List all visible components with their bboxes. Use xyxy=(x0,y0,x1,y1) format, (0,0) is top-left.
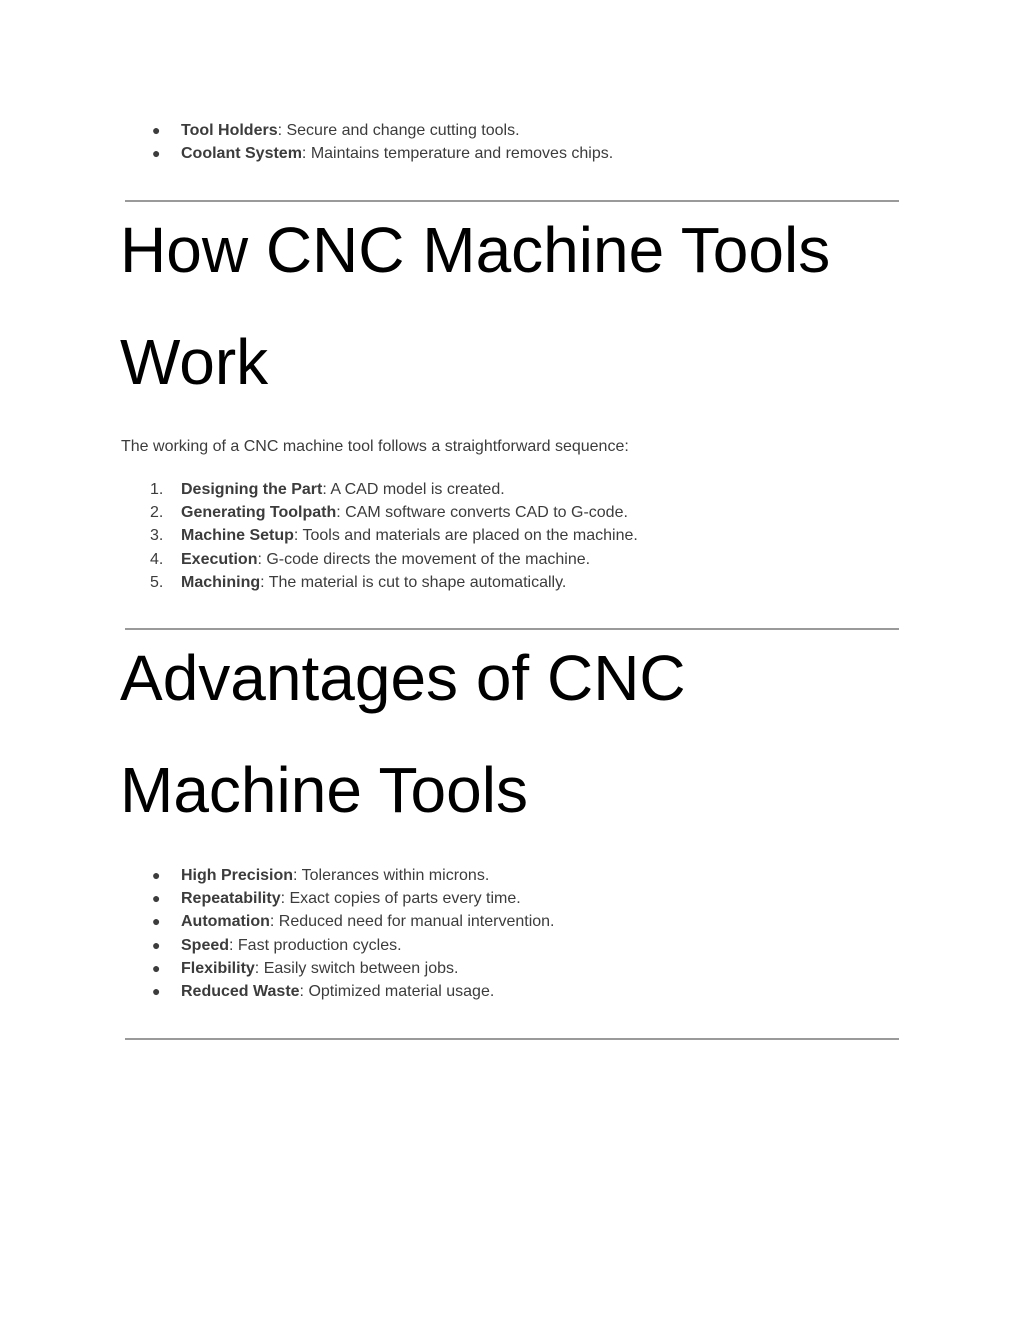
list-item xyxy=(0,119,613,142)
list-item xyxy=(0,864,555,887)
section-heading-advantages: Advantages of CNC Machine Tools xyxy=(120,642,686,826)
bullet-icon: ● xyxy=(152,936,161,953)
section-intro: The working of a CNC machine tool follows a straightforward sequence: xyxy=(121,438,629,455)
list-item-desc: : Optimized material usage. xyxy=(299,983,495,1001)
bullet-icon: ● xyxy=(152,867,161,883)
list-item-desc: : Tools and materials are placed on the machine. xyxy=(293,527,638,545)
list-number: 5. xyxy=(150,573,164,591)
list-item xyxy=(0,934,555,957)
list-item-desc: : A CAD model is created. xyxy=(322,481,505,498)
section-heading-how-it-works: How CNC Machine Tools Work xyxy=(120,214,831,398)
list-item-term: Execution xyxy=(181,550,258,568)
list-item xyxy=(0,887,555,910)
list-number: 4. xyxy=(150,550,164,568)
list-item xyxy=(0,142,613,165)
list-item-desc: : Easily switch between jobs. xyxy=(254,959,459,977)
list-item-desc: : Fast production cycles. xyxy=(229,936,402,954)
list-item-term: Speed xyxy=(181,936,230,954)
bullet-icon: ● xyxy=(152,145,161,162)
list-item xyxy=(0,980,555,1003)
list-item xyxy=(0,571,638,594)
list-item-term: Machine Setup xyxy=(181,527,294,545)
steps-list xyxy=(0,478,638,594)
list-item-term: Machining xyxy=(181,573,261,591)
list-item-term: Designing the Part xyxy=(181,481,323,498)
list-item-desc: : CAM software converts CAD to G-code. xyxy=(336,504,628,522)
list-item-desc: : G-code directs the movement of the machine. xyxy=(257,550,591,568)
list-item-term: Reduced Waste xyxy=(181,983,300,1001)
list-item xyxy=(0,524,638,547)
list-number: 2. xyxy=(150,504,164,522)
list-number: 3. xyxy=(150,527,164,545)
bullet-icon: ● xyxy=(152,913,161,930)
list-item-desc: : Exact copies of parts every time. xyxy=(280,890,521,908)
bullet-icon: ● xyxy=(152,983,161,1000)
list-item-desc: : The material is cut to shape automatically. xyxy=(260,573,567,591)
list-item xyxy=(0,548,638,571)
list-item-term: Generating Toolpath xyxy=(181,504,337,522)
bullet-icon: ● xyxy=(152,122,161,138)
list-item-desc: : Secure and change cutting tools. xyxy=(277,122,520,139)
list-number: 1. xyxy=(150,481,164,498)
list-item-term: Coolant System xyxy=(181,145,302,163)
list-item-term: High Precision xyxy=(181,867,294,884)
list-item-desc: : Tolerances within microns. xyxy=(293,867,490,884)
list-item xyxy=(0,478,638,501)
list-item-term: Flexibility xyxy=(181,959,255,977)
bullet-icon: ● xyxy=(152,959,161,976)
list-item xyxy=(0,957,555,980)
list-item-term: Tool Holders xyxy=(181,122,278,139)
list-item-term: Repeatability xyxy=(181,890,281,908)
list-item-term: Automation xyxy=(181,913,270,931)
components-list xyxy=(0,119,613,165)
list-item xyxy=(0,910,555,933)
bullet-icon: ● xyxy=(152,890,161,907)
list-item-desc: : Maintains temperature and removes chips. xyxy=(301,145,614,163)
list-item-desc: : Reduced need for manual intervention. xyxy=(269,913,555,931)
advantages-list xyxy=(0,864,555,1003)
horizontal-divider xyxy=(125,1038,899,1040)
list-item xyxy=(0,501,638,524)
